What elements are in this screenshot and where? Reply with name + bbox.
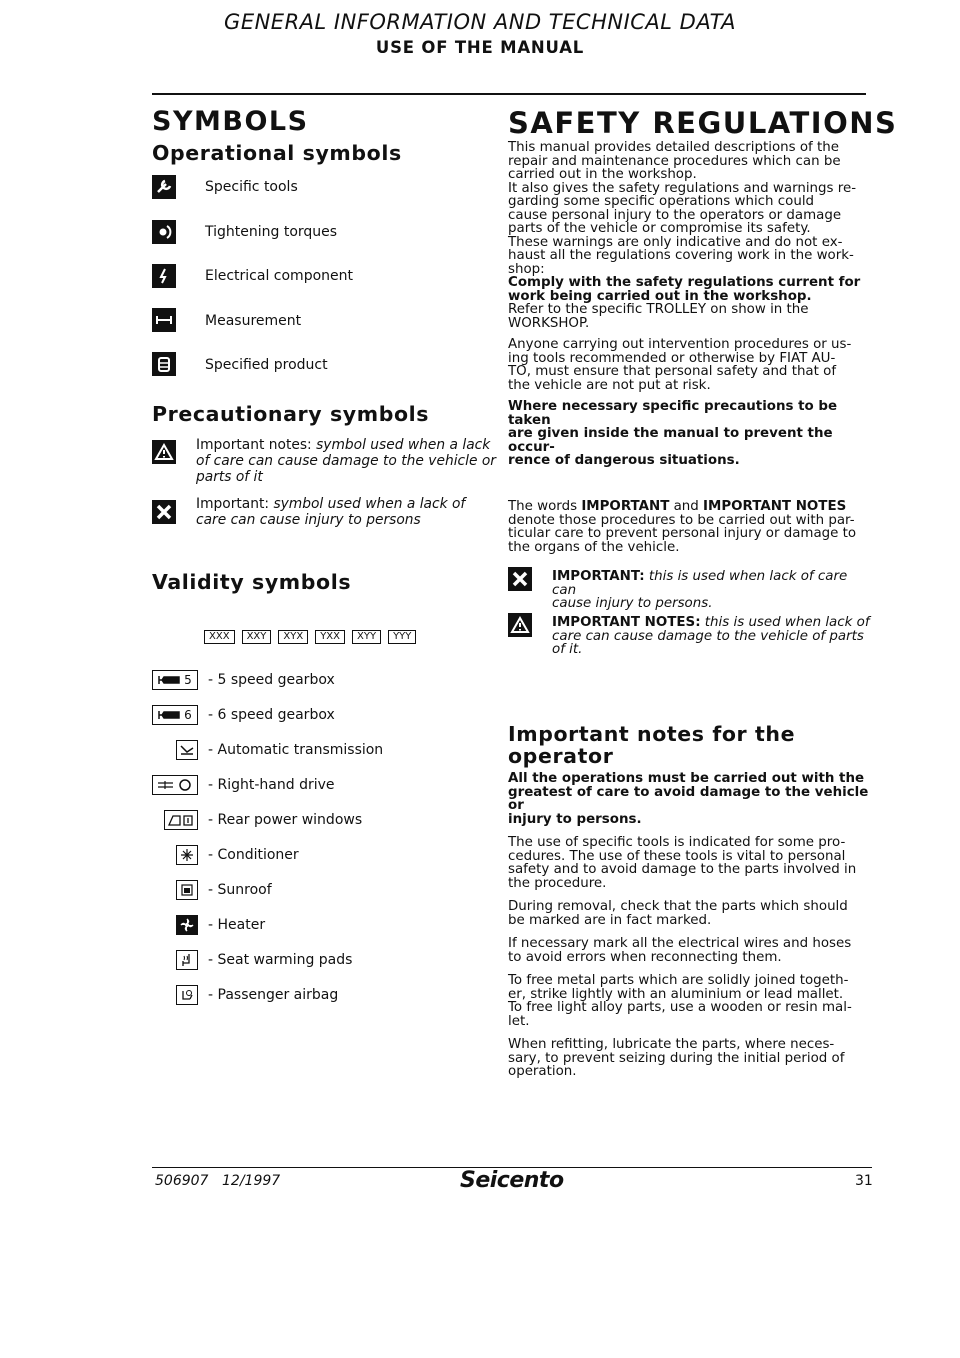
measurement-icon bbox=[152, 308, 176, 332]
text-line: to avoid errors when reconnecting them. bbox=[508, 949, 782, 965]
text-line: During removal, check that the parts which should bbox=[508, 899, 848, 914]
validity-label: - Seat warming pads bbox=[208, 952, 353, 968]
lightning-icon bbox=[152, 264, 176, 288]
text-line: TO, must ensure that personal safety and that of bbox=[508, 364, 837, 379]
text-line bbox=[552, 570, 872, 597]
important-notes-text bbox=[196, 437, 496, 485]
text-line: ing tools recommended or otherwise by FIAT AU- bbox=[508, 350, 836, 366]
text-line bbox=[552, 616, 872, 630]
gearbox-code: 6 bbox=[184, 708, 192, 722]
validity-label: - Automatic transmission bbox=[208, 742, 384, 758]
text-line: This manual provides detailed descriptions of the bbox=[508, 140, 839, 155]
text-line-bold: All the operations must be carried out with the bbox=[508, 771, 865, 786]
text-line bbox=[508, 500, 870, 514]
operational-label: Measurement bbox=[205, 313, 302, 329]
text-run: and bbox=[669, 499, 704, 514]
text-line: To free light alloy parts, use a wooden or resin mal- bbox=[508, 1000, 852, 1015]
text-line: WORKSHOP. bbox=[508, 315, 590, 331]
validity-code: YYY bbox=[388, 630, 416, 644]
text-run: The words bbox=[508, 499, 582, 514]
operational-label: Electrical component bbox=[205, 268, 353, 284]
validity-code: XXX bbox=[204, 630, 235, 644]
text-line: denote those procedures to be carried out with par- bbox=[508, 512, 855, 528]
section-title: GENERAL INFORMATION AND TECHNICAL DATA bbox=[224, 10, 736, 34]
text-run-italic: care can cause damage to the vehicle of parts bbox=[552, 628, 864, 644]
document-date: 12/1997 bbox=[222, 1173, 281, 1189]
heater-icon bbox=[176, 915, 198, 935]
gearbox-5-icon bbox=[152, 670, 198, 690]
precautionary-heading: Precautionary symbols bbox=[152, 402, 430, 426]
text-run-italic: of it. bbox=[552, 642, 583, 657]
validity-label: - Rear power windows bbox=[208, 812, 363, 828]
text-run-italic: this is used when lack of care can bbox=[552, 569, 848, 598]
text-line: haust all the regulations covering work in the work- bbox=[508, 248, 854, 263]
torque-icon bbox=[152, 220, 176, 244]
text-line: er, strike lightly with an aluminium or lead mallet. bbox=[508, 986, 844, 1002]
text-line-bold: injury to persons. bbox=[508, 811, 642, 827]
text-line: When refitting, lubricate the parts, where neces- bbox=[508, 1037, 835, 1052]
operational-heading: Operational symbols bbox=[152, 141, 402, 165]
validity-label: - 5 speed gearbox bbox=[208, 672, 335, 688]
validity-label: - Conditioner bbox=[208, 847, 299, 863]
text-line: the vehicle are not put at risk. bbox=[508, 377, 711, 393]
text-line: Anyone carrying out intervention procedures or us- bbox=[508, 337, 852, 352]
important-words-paragraph bbox=[508, 500, 870, 554]
text-line: operation. bbox=[508, 1064, 577, 1079]
operational-label: Specified product bbox=[205, 357, 328, 373]
validity-label: - Passenger airbag bbox=[208, 987, 339, 1003]
text-line: Refer to the specific TROLLEY on show in the bbox=[508, 302, 809, 317]
text-line: let. bbox=[508, 1013, 530, 1029]
text-line: sary, to prevent seizing during the initial period of bbox=[508, 1050, 845, 1066]
text-line: These warnings are only indicative and do not ex- bbox=[508, 234, 843, 250]
gearbox-code: 5 bbox=[184, 673, 192, 687]
product-can-icon bbox=[152, 352, 176, 376]
gearbox-6-icon bbox=[152, 705, 198, 725]
text-line: The use of specific tools is indicated for some pro- bbox=[508, 835, 846, 850]
operator-heading-line2: operator bbox=[508, 744, 614, 768]
text-line: cause personal injury to the operators or damage bbox=[508, 207, 842, 223]
wrench-icon bbox=[152, 175, 176, 199]
operator-notes bbox=[508, 772, 870, 1079]
passenger-airbag-icon bbox=[176, 985, 198, 1005]
text-line: It also gives the safety regulations and warnings re- bbox=[508, 180, 857, 196]
text-line: To free metal parts which are solidly joined togeth- bbox=[508, 973, 849, 988]
notes-lead: Important notes: bbox=[196, 437, 317, 453]
text-line-bold: work being carried out in the workshop. bbox=[508, 288, 812, 304]
validity-code: XXY bbox=[242, 630, 272, 644]
text-line-bold: are given inside the manual to prevent the occur- bbox=[508, 426, 833, 455]
text-line-bold: Where necessary specific precautions to be taken bbox=[508, 399, 838, 428]
text-run-bold: IMPORTANT NOTES: bbox=[552, 615, 701, 630]
text-line: garding some specific operations which could bbox=[508, 194, 815, 209]
rear-power-windows-icon bbox=[164, 810, 198, 830]
brand-logo: Seicento bbox=[460, 1168, 564, 1193]
validity-label: - Heater bbox=[208, 917, 266, 933]
important-text bbox=[196, 496, 496, 528]
safety-title: SAFETY REGULATIONS bbox=[508, 106, 898, 140]
section-subtitle: USE OF THE MANUAL bbox=[375, 38, 585, 57]
text-line: the procedure. bbox=[508, 875, 607, 891]
validity-codes bbox=[204, 624, 423, 644]
warning-triangle-icon bbox=[152, 440, 176, 464]
important-italic: symbol used when a lack of care can cause injury to persons bbox=[196, 496, 466, 528]
safety-intro bbox=[508, 141, 870, 468]
validity-code: YXX bbox=[315, 630, 345, 644]
text-line bbox=[552, 597, 872, 611]
text-line: cedures. The use of these tools is vital to personal bbox=[508, 848, 846, 864]
validity-code: XYY bbox=[352, 630, 381, 644]
page-number: 31 bbox=[855, 1173, 873, 1189]
text-line: parts of the vehicle or compromise its safety. bbox=[508, 221, 811, 236]
right-hand-drive-icon bbox=[152, 775, 198, 795]
validity-label: - Sunroof bbox=[208, 882, 272, 898]
text-line: safety and to avoid damage to the parts involved in bbox=[508, 862, 857, 877]
symbols-title: SYMBOLS bbox=[152, 106, 309, 137]
validity-label: - Right-hand drive bbox=[208, 777, 335, 793]
text-line: If necessary mark all the electrical wires and hoses bbox=[508, 936, 852, 951]
seat-warming-icon bbox=[176, 950, 198, 970]
text-line: be marked are in fact marked. bbox=[508, 912, 712, 928]
text-run-italic: this is used when lack of bbox=[700, 615, 870, 630]
validity-label: - 6 speed gearbox bbox=[208, 707, 335, 723]
header-rule bbox=[152, 93, 866, 95]
text-line-bold: Comply with the safety regulations current for bbox=[508, 275, 861, 290]
operational-label: Specific tools bbox=[205, 179, 298, 195]
warning-triangle-icon bbox=[508, 613, 532, 637]
text-line-bold: greatest of care to avoid damage to the vehicle or bbox=[508, 784, 869, 813]
text-line: carried out in the workshop. bbox=[508, 167, 697, 182]
text-line: shop: bbox=[508, 261, 545, 277]
injury-cross-icon bbox=[152, 500, 176, 524]
text-line: repair and maintenance procedures which can be bbox=[508, 153, 841, 169]
important-warning bbox=[552, 570, 872, 611]
text-line: ticular care to prevent personal injury or damage to bbox=[508, 526, 857, 541]
text-line bbox=[552, 630, 872, 644]
text-run-bold: IMPORTANT: bbox=[552, 569, 645, 584]
sunroof-icon bbox=[176, 880, 198, 900]
text-line: the organs of the vehicle. bbox=[508, 539, 680, 555]
operational-label: Tightening torques bbox=[205, 224, 338, 240]
important-notes-warning bbox=[552, 616, 872, 657]
text-line bbox=[552, 643, 872, 657]
automatic-transmission-icon bbox=[176, 740, 198, 760]
text-run-italic: cause injury to persons. bbox=[552, 596, 713, 611]
conditioner-icon bbox=[176, 845, 198, 865]
injury-cross-icon bbox=[508, 567, 532, 591]
document-code: 506907 bbox=[155, 1173, 209, 1189]
important-lead: Important: bbox=[196, 496, 274, 512]
text-line-bold: rence of dangerous situations. bbox=[508, 453, 740, 468]
operator-heading-line1: Important notes for the bbox=[508, 722, 796, 746]
notes-text: symbol used when a lack of care can cause damage to the vehicle or parts of it bbox=[196, 437, 496, 485]
text-run-bold: IMPORTANT bbox=[581, 499, 670, 514]
validity-heading: Validity symbols bbox=[152, 570, 352, 594]
validity-code: XYX bbox=[278, 630, 308, 644]
text-run-bold: IMPORTANT NOTES bbox=[703, 499, 847, 514]
